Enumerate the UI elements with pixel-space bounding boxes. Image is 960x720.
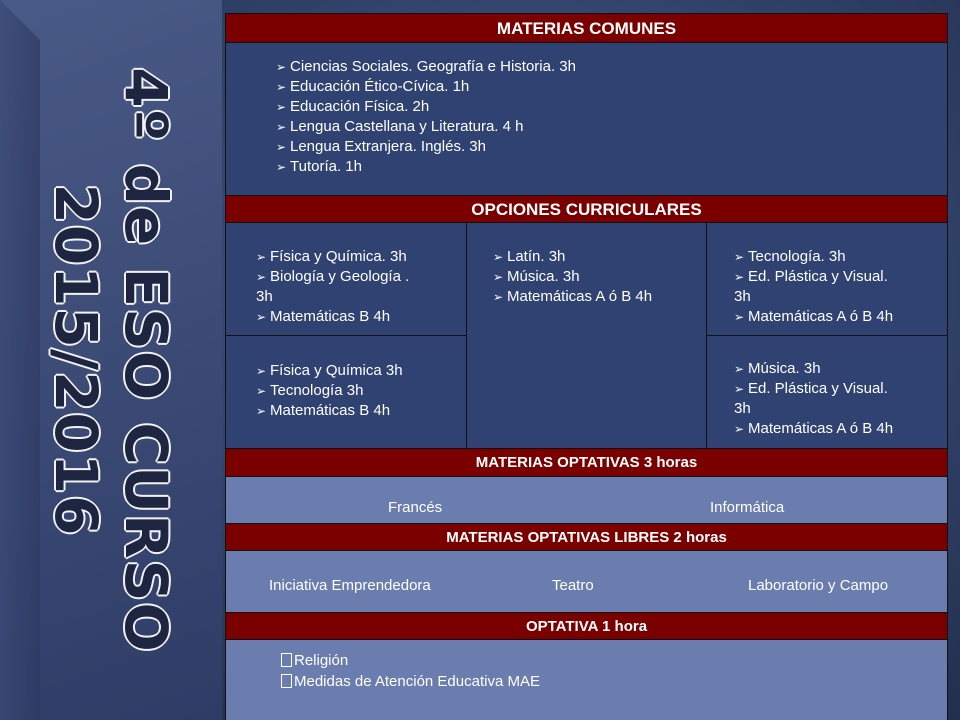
list-item: ➢ Música. 3h — [493, 268, 580, 285]
arrow-bullet-icon: ➢ — [256, 404, 267, 418]
arrow-bullet-icon: ➢ — [276, 120, 287, 134]
list-item: ➢ Lengua Extranjera. Inglés. 3h — [276, 138, 486, 155]
arrow-bullet-icon: ➢ — [493, 290, 504, 304]
list-item: ➢ Matemáticas A ó B 4h — [734, 308, 894, 325]
libre-iniciativa: Iniciativa Emprendedora — [269, 577, 431, 594]
vertical-title — [0, 0, 222, 720]
arrow-bullet-icon: ➢ — [734, 422, 745, 436]
list-item: ➢ Ed. Plástica y Visual. — [734, 380, 888, 397]
list-item: ➢ Tecnología 3h — [256, 382, 364, 399]
opcion-2 — [466, 223, 707, 448]
opcion-1-bottom — [226, 335, 466, 448]
list-item: ➢ Tutoría. 1h — [276, 158, 362, 175]
subjects-table — [225, 13, 948, 720]
list-item: ➢ Matemáticas B 4h — [256, 308, 391, 325]
divider — [466, 223, 467, 448]
arrow-bullet-icon: ➢ — [734, 382, 745, 396]
divider — [707, 335, 947, 336]
list-item: ➢ Música. 3h — [734, 360, 821, 377]
arrow-bullet-icon: ➢ — [493, 250, 504, 264]
list-item: ➢ Tecnología. 3h — [734, 248, 846, 265]
optativa-informatica: Informática — [710, 499, 785, 516]
optativa1-cell — [226, 640, 947, 720]
divider — [226, 335, 466, 336]
list-item: 3h — [734, 400, 751, 417]
list-item: ➢ Biología y Geología . — [256, 268, 410, 285]
title-line-2: 2015/2016 — [42, 183, 110, 537]
opcion-3-bottom — [707, 335, 947, 448]
opcion-3-top — [707, 223, 947, 335]
header-optativa-1-hora: OPTATIVA 1 hora — [226, 612, 947, 640]
arrow-bullet-icon: ➢ — [734, 310, 745, 324]
opcion-1-top — [226, 223, 466, 335]
list-item: Medidas de Atención Educativa MAE — [281, 671, 947, 692]
arrow-bullet-icon: ➢ — [734, 270, 745, 284]
arrow-bullet-icon: ➢ — [734, 362, 745, 376]
arrow-bullet-icon: ➢ — [256, 364, 267, 378]
optativas-cell — [226, 477, 947, 523]
comunes-cell — [226, 43, 947, 195]
arrow-bullet-icon: ➢ — [256, 270, 267, 284]
arrow-bullet-icon: ➢ — [734, 250, 745, 264]
comunes-list — [276, 57, 947, 177]
list-item: 3h — [256, 288, 273, 305]
arrow-bullet-icon: ➢ — [276, 160, 287, 174]
header-opciones-curriculares: OPCIONES CURRICULARES — [226, 195, 947, 223]
arrow-bullet-icon: ➢ — [276, 60, 287, 74]
arrow-bullet-icon: ➢ — [493, 270, 504, 284]
list-item: ➢ Educación Física. 2h — [276, 98, 430, 115]
list-item: ➢ Física y Química 3h — [256, 362, 403, 379]
header-optativas-libres: MATERIAS OPTATIVAS LIBRES 2 horas — [226, 523, 947, 551]
list-item: ➢ Física y Química. 3h — [256, 248, 407, 265]
list-item: ➢ Ciencias Sociales. Geografía e Historia. 3h — [276, 58, 576, 75]
list-item: ➢ Educación Ético-Cívica. 1h — [276, 78, 470, 95]
libre-teatro: Teatro — [552, 577, 594, 594]
title-line-1: 4º de ESO CURSO — [112, 67, 180, 653]
list-item: ➢ Latín. 3h — [493, 248, 566, 265]
arrow-bullet-icon: ➢ — [276, 100, 287, 114]
checkbox-glyph-icon — [281, 674, 292, 688]
arrow-bullet-icon: ➢ — [256, 250, 267, 264]
libres-cell — [226, 551, 947, 612]
list-item: ➢ Matemáticas A ó B 4h — [493, 288, 653, 305]
optativa-frances: Francés — [388, 499, 443, 516]
list-item: ➢ Matemáticas A ó B 4h — [734, 420, 894, 437]
list-item: ➢ Lengua Castellana y Literatura. 4 h — [276, 118, 524, 135]
header-materias-comunes: MATERIAS COMUNES — [226, 13, 947, 43]
arrow-bullet-icon: ➢ — [256, 310, 267, 324]
arrow-bullet-icon: ➢ — [256, 384, 267, 398]
list-item: 3h — [734, 288, 751, 305]
arrow-bullet-icon: ➢ — [276, 80, 287, 94]
header-materias-optativas: MATERIAS OPTATIVAS 3 horas — [226, 448, 947, 477]
list-item: ➢ Ed. Plástica y Visual. — [734, 268, 888, 285]
list-item: ➢ Matemáticas B 4h — [256, 402, 391, 419]
checkbox-glyph-icon — [281, 653, 292, 667]
list-item: Religión — [281, 650, 947, 671]
arrow-bullet-icon: ➢ — [276, 140, 287, 154]
libre-laboratorio: Laboratorio y Campo — [748, 577, 889, 594]
